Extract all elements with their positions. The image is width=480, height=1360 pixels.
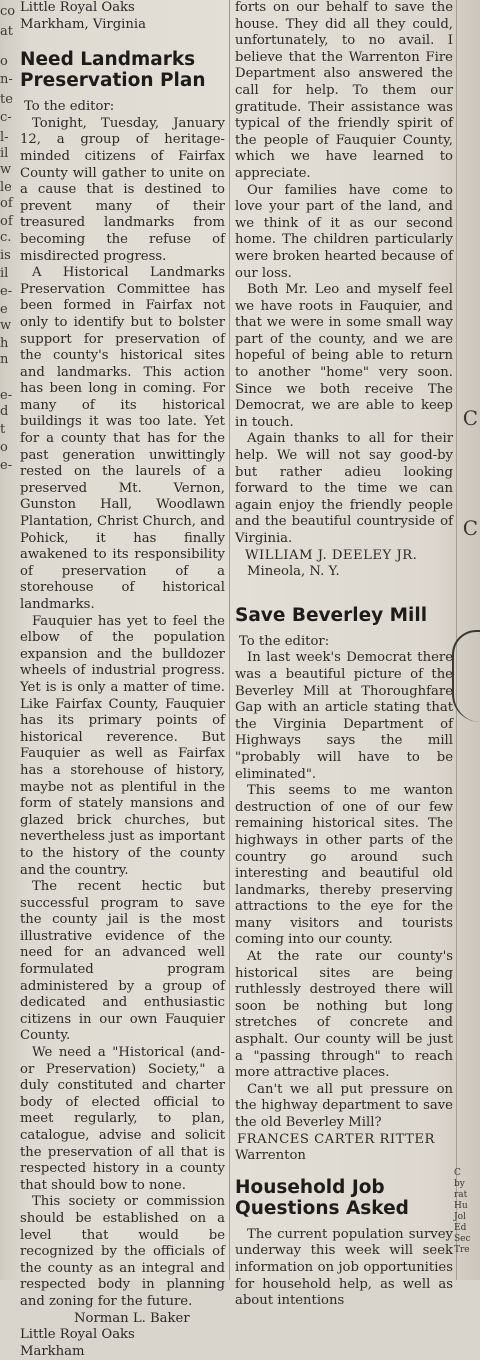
letter1-paragraph: Tonight, Tuesday, January 12, a group of heritage-minded citizens of Fairfax County will gather to unite on a cause that is destined to prevent many of their treasured landmarks from becoming the refuse of misdirected progress. <box>20 115 225 264</box>
letter1-paragraph: A Historical Landmarks Preservation Committee has been formed in Fairfax not only to identify but to bolster support for preservation of the county's historical sites and landmarks. This action has been long in coming. For many of its historical buildings it was too late. Yet for a county that has for the past generation unwittingly rested on the laurels of a preserved Mt. Vernon, Gunston Hall, Woodlawn Plantation, Christ Church, and Pohick, it has finally awakened to its responsibility of preservation of a storehouse of historical landmarks. <box>20 265 225 612</box>
to-editor-1: To the editor: <box>24 99 115 115</box>
letter-continued-paragraph: Our families have come to love your part of the land, and we think of it as our second home. The children particularly were broken hearted because of our loss. <box>235 182 453 281</box>
left-edge-fragment: is <box>0 248 11 263</box>
top-signature-line-1: Little Royal Oaks <box>20 0 135 15</box>
letter1-signature-town: Markham <box>20 1343 85 1359</box>
left-edge-fragment: le <box>0 180 12 195</box>
letter2-paragraph: Can't we all put pressure on the highway department to save the old Beverley Mill? <box>235 1081 453 1130</box>
letter1-paragraph: This society or commission should be established on a level that would be recognized by the officials of the county as an integral and respected body in planning and zoning for the future. <box>20 1194 225 1309</box>
left-edge-fragment: e- <box>0 458 13 473</box>
left-edge-fragment: h <box>0 336 9 351</box>
left-edge-fragment: t <box>0 422 6 437</box>
letter1-paragraph: The recent hectic but successful program to save the county jail is the most illustrative evidence of the need for an advanced well formulated program administered by a group of dedicated and enthusiastic citizens in our own Fauquier County. <box>20 879 225 1044</box>
ritter-signature-name: FRANCES CARTER RITTER <box>237 1131 435 1147</box>
left-edge-fragment: n- <box>0 72 13 87</box>
letter1-paragraph: We need a "Historical (and-or Preservation) Society," a duly constituted and charter body of elected official to meet regularly, to plan, catalogue, advise and solicit the preservation of all that is respected history in a county that should bow to none. <box>20 1045 225 1193</box>
left-column <box>20 0 225 1359</box>
right-edge-fragment-line: Sec <box>454 1234 471 1244</box>
left-edge-fragment: d <box>0 404 9 419</box>
left-edge-fragment: co <box>0 4 16 19</box>
right-edge-fragments <box>450 0 480 1280</box>
left-edge-fragment: o <box>0 440 8 455</box>
to-editor-2: To the editor: <box>239 633 330 649</box>
left-edge-fragment: e <box>0 302 8 317</box>
left-edge-fragment: of <box>0 214 13 229</box>
letter-continued-paragraph: Again thanks to all for their help. We will not say good-by but rather adieu looking forward to the time we can again enjoy the friendly people and the beautiful countryside of Virginia. <box>235 431 453 546</box>
right-edge-fragment-line: Hu <box>454 1201 468 1211</box>
letter-continued-paragraph: Both Mr. Leo and myself feel we have roots in Fauquier, and that we were in some small way part of the county, and we are hopeful of being able to return to another "home" very soon. Since we both receive The Democrat, we are able to keep in touch. <box>235 282 453 430</box>
left-edge-fragment: at <box>0 24 13 39</box>
left-edge-fragment: n <box>0 352 9 367</box>
left-edge-fragment: te <box>0 92 13 107</box>
household-paragraph: The current population survey underway this week will seek information on job opportunities for household help, as well as about intentions <box>235 1226 453 1309</box>
cartoon-sketch-fragment <box>452 630 480 722</box>
left-edge-fragment: c. <box>0 230 12 245</box>
letter1-signature-name: Norman L. Baker <box>74 1310 190 1326</box>
letter2-paragraph: This seems to me wanton destruction of one of our few remaining historical sites. The highways in other parts of the country go around such interesting and beautiful old landmarks, thereby preserving attractions to the eye for the many visitors and tourists coming into our county. <box>235 783 453 948</box>
right-edge-letter: C <box>462 406 478 430</box>
left-edge-fragment: il <box>0 266 9 281</box>
top-signature-line-2: Markham, Virginia <box>20 16 146 32</box>
letter1-signature-place: Little Royal Oaks <box>20 1327 135 1343</box>
left-edge-fragment: e- <box>0 284 13 299</box>
letter-continued-paragraph: forts on our behalf to save the house. They did all they could, unfortunately, to no avail. I believe that the Warrenton Fire Department also answered the call for help. To them our gratitude. Their assistance was typical of the friendly spirit of the people of Fauquier County, which we have learned to appreciate. <box>235 0 453 181</box>
ritter-signature-place: Warrenton <box>235 1148 306 1164</box>
right-edge-fragment-line: Ed <box>454 1223 467 1233</box>
right-edge-fragment-line: C <box>454 1168 461 1178</box>
deeley-signature-place: Mineola, N. Y. <box>247 564 340 580</box>
left-edge-fragment: o <box>0 54 8 69</box>
deeley-signature-name: WILLIAM J. DEELEY JR. <box>245 547 418 563</box>
left-edge-fragment: e- <box>0 388 13 403</box>
left-edge-fragment: w <box>0 318 12 333</box>
letter2-paragraph: At the rate our county's historical sites are being ruthlessly destroyed there will soon be nothing but long stretches of concrete and asphalt. Our county will be just a "passing through" to reach more attractive places. <box>235 949 453 1081</box>
headline-landmarks: Need Landmarks Preservation Plan <box>20 49 206 92</box>
letter2-paragraph: In last week's Democrat there was a beautiful picture of the Beverley Mill at Thoroughfare Gap with an article stating that the Virginia Department of Highways says the mill "probably will have to be eliminated". <box>235 650 453 782</box>
right-edge-fragment-line: rat <box>454 1190 468 1200</box>
middle-column <box>235 0 453 1309</box>
right-edge-text-fragment <box>454 1168 480 1256</box>
left-edge-fragments <box>0 0 16 1280</box>
left-edge-fragment: l- <box>0 130 9 145</box>
right-edge-fragment-line: Tre <box>454 1245 470 1255</box>
right-edge-fragment-line: by <box>454 1179 465 1189</box>
right-edge-fragment-line: Jol <box>454 1212 466 1222</box>
right-edge-letter: C <box>462 516 478 540</box>
left-edge-fragment: of <box>0 196 13 211</box>
left-edge-fragment: w <box>0 162 12 177</box>
left-edge-fragment: c- <box>0 110 12 125</box>
headline-household-job: Household Job Questions Asked <box>235 1176 409 1219</box>
letter1-paragraph: Fauquier has yet to feel the elbow of the population expansion and the bulldozer wheels of industrial progress. Yet is is only a matter of time. Like Fairfax County, Fauquier has its primary points of historical reverence. But Fauquier as well as Fairfax has a storehouse of history, maybe not as plentiful in the form of stately mansions and glazed brick churches, but nevertheless just as important to the history of the county and the country. <box>20 613 225 878</box>
left-edge-fragment: il <box>0 146 9 161</box>
column-rule <box>229 0 230 1280</box>
headline-beverley-mill: Save Beverley Mill <box>235 604 428 626</box>
